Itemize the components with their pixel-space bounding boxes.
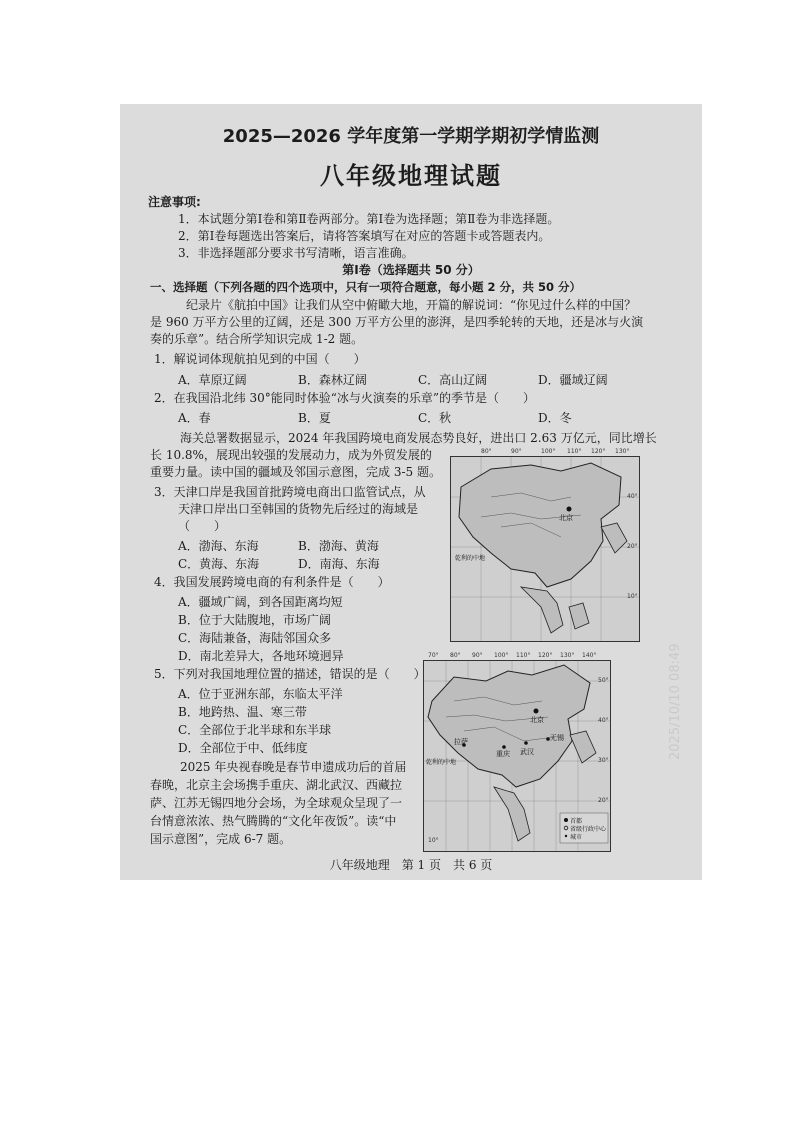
exam-subject: 八年级地理试题 [320,162,502,190]
map1-lon-tick: 80° [481,448,492,455]
photo-timestamp: 2025/10/10 08:49 [668,643,683,760]
passage3-line5: 国示意图”，完成 6-7 题。 [150,832,292,846]
map1-label-region: 乾利的中地 [455,555,486,562]
map2-lon-tick: 110° [516,652,531,659]
map1-label-beijing: 北京 [559,514,573,522]
q3-option-d: D．南海、东海 [298,557,380,571]
q3-stem-line1: 3．天津口岸是我国首批跨境电商出口监管试点，从 [154,485,426,499]
passage2-line2: 长 10.8%，展现出较强的发展动力，成为外贸发展的 [150,448,432,462]
passage3-line4: 台情意浓浓、热气腾腾的“文化年夜饭”。读“中 [150,814,397,828]
map1-lon-tick: 120° [591,448,606,455]
map2-legend-provincial-center: 省级行政中心 [570,826,607,833]
passage3-line2: 春晚，北京主会场携手重庆、湖北武汉、西藏拉 [150,778,403,792]
q1-option-a: A．草原辽阔 [178,373,247,387]
q5-option-b: B．地跨热、温、寒三带 [178,705,307,719]
map2-label-region: 乾利的中地 [426,759,457,766]
q2-option-c: C．秋 [418,411,452,425]
q4-option-d: D．南北差异大，各地环境迥异 [178,649,344,663]
passage3-line3: 萨、江苏无锡四地分会场，为全球观众呈现了一 [150,796,403,810]
map2-lon-tick: 100° [494,652,509,659]
passage1-line3: 奏的乐章”。结合所学知识完成 1-2 题。 [150,332,364,346]
map2-lon-tick: 130° [560,652,575,659]
q1-option-b: B．森林辽阔 [298,373,367,387]
map2-lat-tick: 20° [598,797,609,804]
map2-lon-tick: 90° [472,652,483,659]
q1-option-c: C．高山辽阔 [418,373,488,387]
map2-lat-tick: 40° [598,717,609,724]
q3-stem-line3: （ ） [178,519,227,533]
notice-item-1: 1．本试题分第Ⅰ卷和第Ⅱ卷两部分。第Ⅰ卷为选择题；第Ⅱ卷为非选择题。 [178,212,560,226]
map2-label-beijing: 北京 [530,716,544,724]
map1-lon-tick: 110° [567,448,582,455]
q2-stem: 2．在我国沿北纬 30°能同时体验“冰与火演奏的乐章”的季节是（ ） [154,391,535,405]
notice-item-3: 3．非选择题部分要求书写清晰，语言准确。 [178,246,414,260]
passage2-line1: 海关总署数据显示，2024 年我国跨境电商发展态势良好，进出口 2.63 万亿元，同比增长 [180,431,657,445]
map1-lat-tick: 40° [627,493,638,500]
china-cities-map-drawing [424,661,610,851]
q4-stem: 4．我国发展跨境电商的有利条件是（ ） [154,575,390,589]
q3-option-a: A．渤海、东海 [178,539,259,553]
q5-option-a: A．位于亚洲东部，东临太平洋 [178,687,343,701]
map2-label-wuhan: 武汉 [520,748,534,756]
passage3-line1: 2025 年央视春晚是春节申遗成功后的首届 [180,760,407,774]
china-neighbors-map [450,448,640,642]
map2-lon-tick: 140° [582,652,597,659]
q3-option-c: C．黄海、东海 [178,557,260,571]
q5-option-d: D．全部位于中、低纬度 [178,741,308,755]
volume-title: 第Ⅰ卷（选择题共 50 分） [342,263,480,277]
q4-option-c: C．海陆兼备，海陆邻国众多 [178,631,332,645]
passage1-line1: 纪录片《航拍中国》让我们从空中俯瞰大地，开篇的解说词：“你见过什么样的中国？ [186,298,637,312]
exam-page [120,104,702,880]
q2-option-a: A．春 [178,411,211,425]
map2-legend-capital: 首都 [570,818,583,825]
map1-lat-tick: 10° [627,593,638,600]
q4-option-a: A．疆域广阔，到各国距离均短 [178,595,343,609]
exam-title: 2025—2026 学年度第一学期学期初学情监测 [222,126,600,147]
page-footer: 八年级地理 第 1 页 共 6 页 [329,858,493,872]
map2-legend-city: 城市 [570,834,583,841]
map1-lon-tick: 130° [615,448,630,455]
map2-lon-tick: 70° [428,652,439,659]
q4-option-b: B．位于大陆腹地，市场广阔 [178,613,331,627]
map1-lat-tick: 20° [627,543,638,550]
map2-lat-tick: 30° [598,757,609,764]
map2-lat-tick: 50° [598,677,609,684]
map2-label-wuxi: 无锡 [550,734,564,742]
q3-stem-line2: 天津口岸出口至韩国的货物先后经过的海域是 [178,502,419,516]
q3-option-b: B．渤海、黄海 [298,539,379,553]
section-heading: 一、选择题（下列各题的四个选项中，只有一项符合题意，每小题 2 分，共 50 分） [150,280,582,294]
q2-option-b: B．夏 [298,411,331,425]
q5-stem: 5．下列对我国地理位置的描述，错误的是（ ） [154,667,426,681]
passage1-line2: 是 960 万平方公里的辽阔，还是 300 万平方公里的澎湃，是四季轮转的天地，还是冰与火演 [150,315,644,329]
q1-stem: 1．解说词体现航拍见到的中国（ ） [154,352,366,366]
notice-item-2: 2．第Ⅰ卷每题选出答案后，请将答案填写在对应的答题卡或答题表内。 [178,229,551,243]
map1-lon-tick: 100° [541,448,556,455]
passage2-line3: 重要力量。读中国的疆域及邻国示意图，完成 3-5 题。 [150,465,441,479]
map2-lat-tick: 10° [428,837,439,844]
q5-option-c: C．全部位于北半球和东半球 [178,723,332,737]
china-neighbors-map-drawing [451,457,639,641]
q2-option-d: D．冬 [538,411,572,425]
notice-heading: 注意事项: [148,195,201,209]
map1-lon-tick: 90° [511,448,522,455]
map2-lon-tick: 120° [538,652,553,659]
china-cities-map [423,652,611,852]
map2-label-chongqing: 重庆 [496,750,510,758]
q1-option-d: D．疆域辽阔 [538,373,608,387]
map2-lon-tick: 80° [450,652,461,659]
map2-label-lhasa: 拉萨 [454,738,468,746]
